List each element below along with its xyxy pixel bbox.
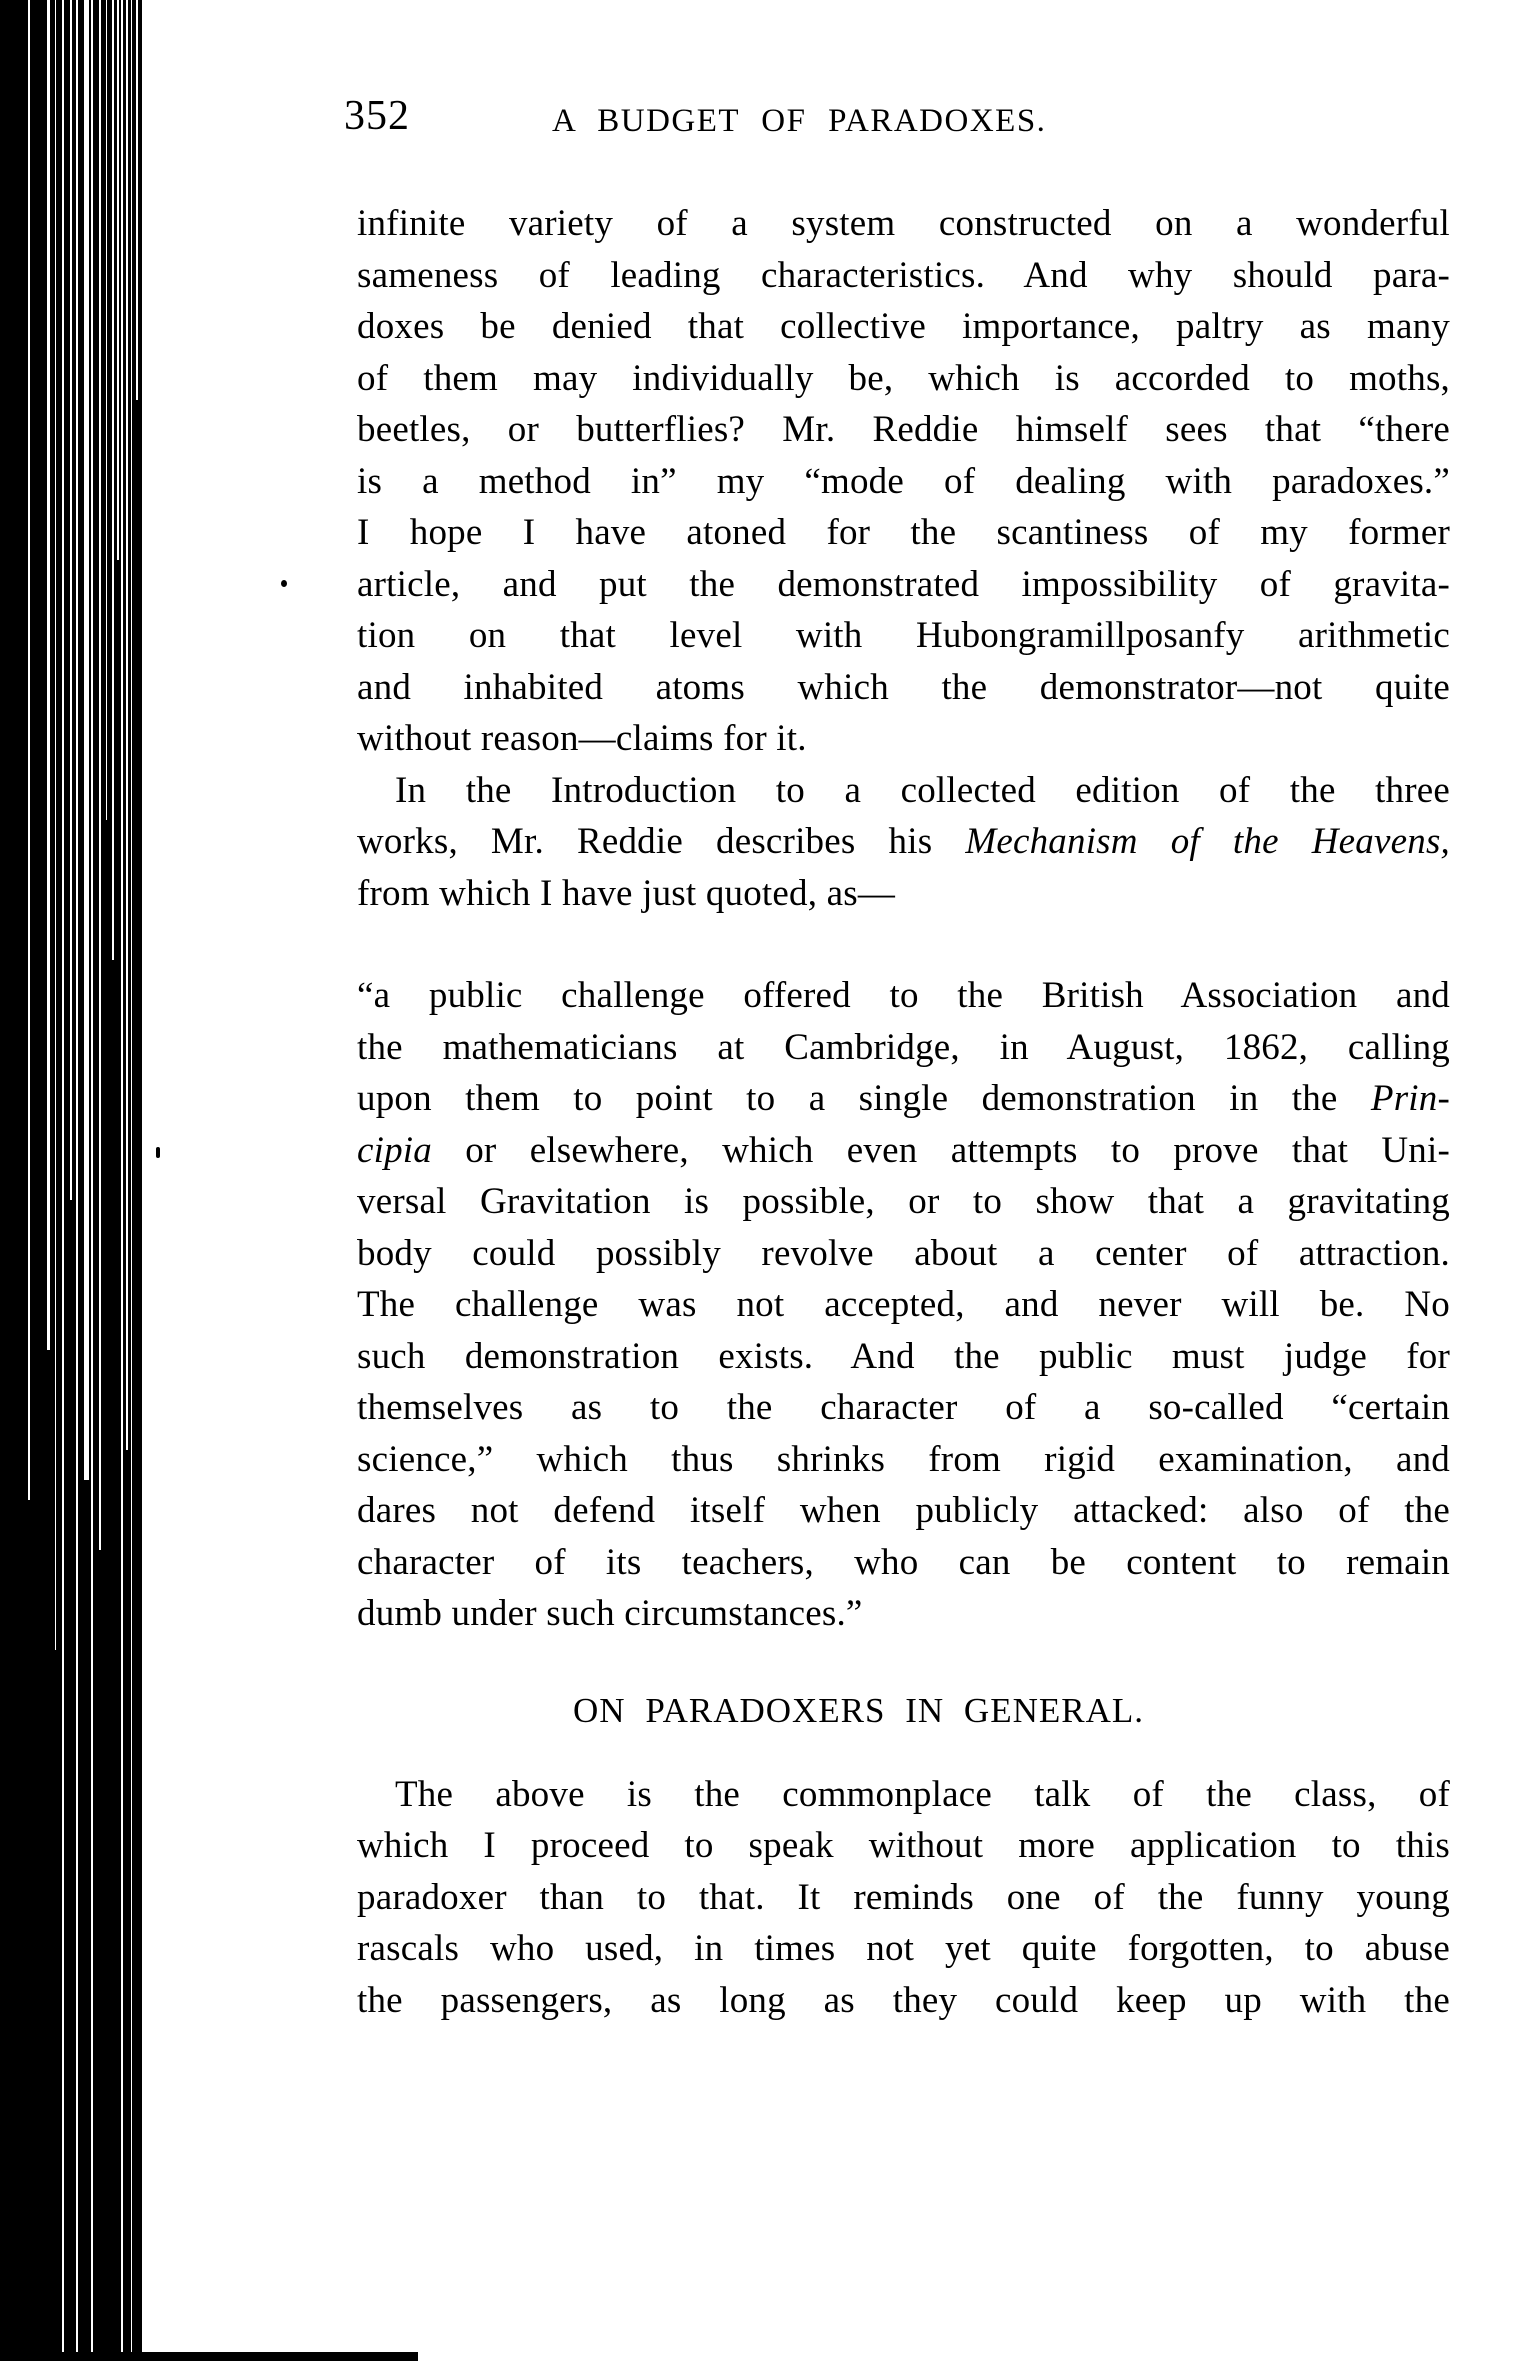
text-line (357, 1537, 1450, 1589)
text-line (357, 1588, 1450, 1640)
text-segment: article, and put the demonstrated impossibility of gravita- (357, 563, 1450, 605)
text-line (357, 250, 1450, 302)
text-line (357, 1434, 1450, 1486)
text-segment: the passengers, as long as they could keep up with the (357, 1979, 1450, 2021)
text-line (357, 1279, 1450, 1331)
text-line (357, 662, 1450, 714)
section-heading: ON PARADOXERS IN GENERAL. (573, 1690, 1144, 1730)
text-line (357, 507, 1450, 559)
text-line (357, 1975, 1450, 2027)
text-line (357, 559, 1450, 611)
text-line (357, 1176, 1450, 1228)
text-line (357, 1820, 1450, 1872)
text-segment: or elsewhere, which even attempts to prove that Uni- (431, 1129, 1450, 1171)
text-segment: body could possibly revolve about a center of attraction. (357, 1232, 1450, 1274)
scan-streak (84, 0, 89, 1480)
text-segment: such demonstration exists. And the public must judge for (357, 1335, 1450, 1377)
text-segment: doxes be denied that collective importance, paltry as many (357, 306, 1450, 347)
scan-streak (106, 0, 107, 820)
text-line (357, 1923, 1450, 1975)
text-segment: In the Introduction to a collected edition of the three (395, 769, 1450, 811)
scan-streak (70, 0, 72, 1200)
text-segment: sameness of leading characteristics. And why should para- (357, 254, 1450, 296)
text-segment: is a method in” my “mode of dealing with paradoxes.” (357, 460, 1450, 502)
scan-streak (99, 0, 101, 1550)
text-segment: rascals who used, in times not yet quite forgotten, to abuse (357, 1928, 1450, 1969)
text-line (357, 816, 1450, 868)
text-segment: from which I have just quoted, as— (357, 872, 896, 914)
text-line (357, 301, 1450, 353)
italic-text-segment: cipia (357, 1129, 432, 1171)
text-segment: versal Gravitation is possible, or to show that a gravitating (357, 1181, 1450, 1222)
text-segment: tion on that level with Hubongramillposanfy arithmetic (357, 615, 1450, 656)
text-segment: paradoxer than to that. It reminds one of the funny young (357, 1876, 1450, 1918)
paragraph-introduction (357, 765, 1450, 920)
text-line (357, 198, 1450, 250)
scan-streak (76, 0, 78, 2361)
text-segment: beetles, or butterflies? Mr. Reddie himself sees that “there (357, 409, 1450, 450)
text-line (357, 353, 1450, 405)
scan-streak (136, 0, 138, 400)
text-line (357, 1073, 1450, 1125)
text-line (357, 970, 1450, 1022)
text-segment: themselves as to the character of a so-called “certain (357, 1387, 1450, 1428)
text-line (357, 765, 1450, 817)
scan-streak (126, 0, 128, 1450)
text-line (357, 1382, 1450, 1434)
text-segment: the mathematicians at Cambridge, in August, 1862, calling (357, 1026, 1450, 1068)
text-segment: and inhabited atoms which the demonstrator—not quite (357, 666, 1450, 708)
text-segment: upon them to point to a single demonstration in the (357, 1078, 1371, 1119)
scan-streak (121, 0, 123, 2361)
ink-speck (156, 1147, 160, 1158)
page-number: 352 (344, 93, 410, 139)
ink-speck (281, 580, 287, 587)
text-line (357, 868, 1450, 920)
text-line (357, 1022, 1450, 1074)
scan-streak (117, 0, 119, 560)
quoted-passage (357, 970, 1450, 1640)
text-line (357, 1331, 1450, 1383)
paragraph-on-paradoxers (357, 1769, 1450, 2027)
text-column (357, 0, 1450, 2026)
scan-streak (62, 0, 64, 2361)
scan-streak (28, 0, 30, 1500)
text-segment: The above is the commonplace talk of the class, of (395, 1773, 1450, 1815)
text-line (357, 1125, 1450, 1177)
text-segment: science,” which thus shrinks from rigid examination, and (357, 1438, 1450, 1480)
text-line (357, 713, 1450, 765)
text-segment: The challenge was not accepted, and never will be. No (357, 1284, 1450, 1325)
text-segment: works, Mr. Reddie describes his (357, 821, 966, 862)
text-line (357, 1228, 1450, 1280)
text-segment: dares not defend itself when publicly attacked: also of the (357, 1490, 1450, 1531)
scan-streak (47, 0, 50, 1350)
scan-streak (131, 0, 132, 2361)
binding-gutter-shadow (0, 0, 142, 2361)
text-line (357, 1769, 1450, 1821)
running-title: A BUDGET OF PARADOXES. (552, 103, 1047, 139)
text-segment: character of its teachers, who can be content to remain (357, 1541, 1450, 1583)
italic-text-segment: Mechanism of the Heavens, (965, 821, 1451, 862)
text-segment: infinite variety of a system constructed on a wonderful (357, 203, 1450, 244)
scan-streak (112, 0, 114, 960)
text-line (357, 1485, 1450, 1537)
text-line (357, 610, 1450, 662)
text-segment: which I proceed to speak without more application to this (357, 1825, 1450, 1866)
scan-streak (91, 0, 93, 2361)
paragraph-continuation (357, 198, 1450, 765)
text-segment: dumb under such circumstances.” (357, 1593, 863, 1634)
text-line (357, 1872, 1450, 1924)
text-line (357, 404, 1450, 456)
italic-text-segment: Prin- (1370, 1078, 1450, 1119)
text-segment: of them may individually be, which is accorded to moths, (357, 357, 1450, 399)
text-segment: “a public challenge offered to the British Association and (357, 975, 1450, 1016)
text-segment: I hope I have atoned for the scantiness of my former (357, 512, 1450, 553)
text-line (357, 456, 1450, 508)
scan-edge-artifact (0, 2352, 418, 2361)
text-segment: without reason—claims for it. (357, 718, 807, 759)
scan-streak (55, 0, 56, 1650)
